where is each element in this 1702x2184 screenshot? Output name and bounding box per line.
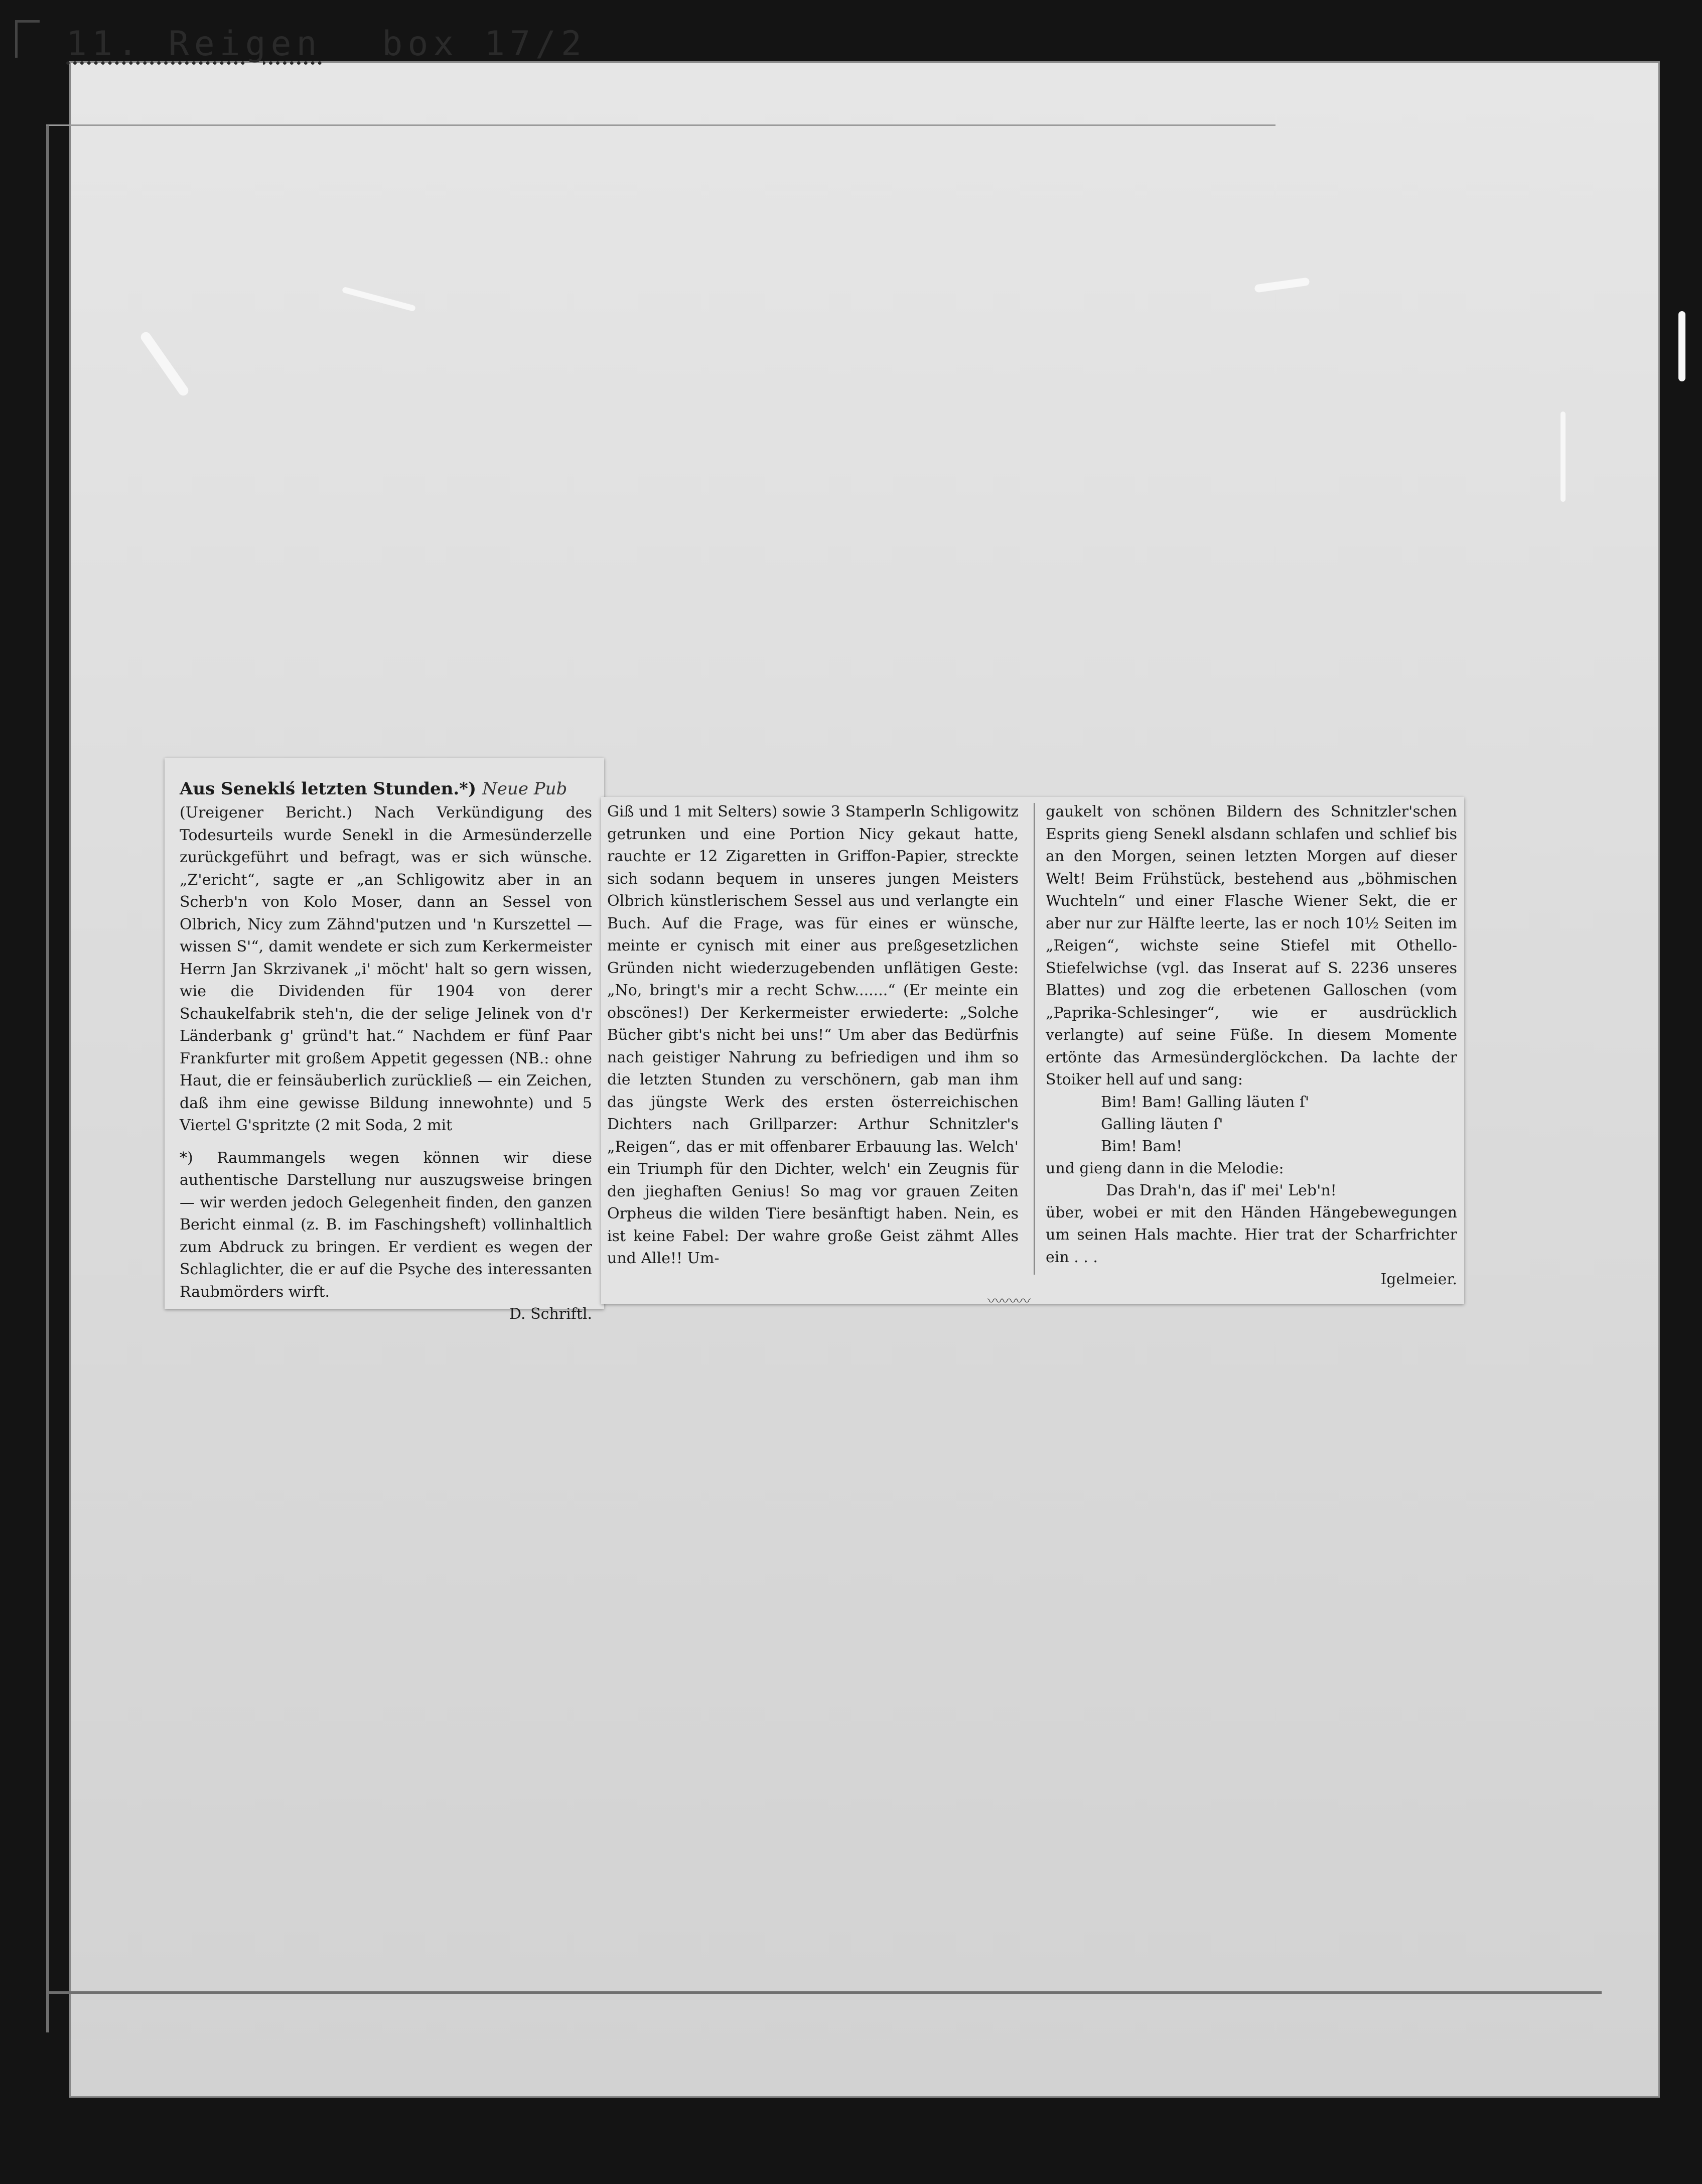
clipping-line: und gieng dann in die Melodie:	[1046, 1159, 1284, 1177]
verse-line: Galling läuten ſ'	[1101, 1115, 1223, 1133]
section-end-ornament: 〰〰〰	[987, 1293, 1030, 1310]
clipping-column-3	[1046, 801, 1457, 1291]
verse-line: Bim! Bam!	[1101, 1137, 1183, 1155]
clipping-paragraph: gaukelt von schönen Bildern des Schnitzler'schen Esprits gieng Senekl alsdann schlafen und schlief bis an den Morgen, seinen letzten Morgen auf dieser Welt! Beim Frühstück, bestehend aus „böhmischen Wuchteln“ und einer Flasche Wiener Sekt, die er aber nur zur Hälfte leerte, las er noch 10½ Seiten im „Reigen“, wichste seine Stiefel mit Othello-Stiefelwichse (vgl. das Inserat auf S. 2236 unseres Blattes) und zog die erbetenen Galloschen (vom „Paprika-Schlesinger“, wie er ausdrücklich verlangte) auf seine Füße. In diesem Momente ertönte das Armesünderglöckchen. Da lachte der Stoiker hell auf und sang:	[1046, 803, 1457, 1088]
frame-top-line	[46, 124, 1275, 126]
folder-label: 11. Reigen	[66, 24, 322, 64]
footnote-signature: D. Schriftl.	[509, 1305, 592, 1323]
scratch-mark	[1561, 412, 1566, 502]
scratch-mark	[1678, 311, 1685, 381]
frame-bottom-line	[46, 1991, 1602, 1994]
clipping-title: Aus Seneklś letzten Stunden.*) Neue Pub	[180, 779, 568, 799]
column-divider	[1034, 803, 1035, 1275]
newspaper-clipping-left	[165, 758, 604, 1323]
frame-left-line	[46, 125, 49, 2032]
author-signature: Igelmeier.	[1380, 1271, 1457, 1288]
folder-header	[66, 24, 587, 64]
corner-mark	[15, 20, 40, 58]
clipping-paragraph: (Ureigener Bericht.) Nach Verkündigung des Todesurteils wurde Senekl in die Armesünderzelle zurückgeführt und befragt, was er sich wünsche. „Z'ericht“, sagte er „an Schligowitz aber in an Scherb'n von Kolo Moser, dann an Sessel von Olbrich, Nicy zum Zähnd'putzen und 'n Kurszettel — wissen S'“, damit wendete er sich zum Kerkermeister Herrn Jan Skrzivanek „i' möcht' halt so gern wissen, wie die Dividenden für 1904 von derer Schaukelfabrik steh'n, die der selige Jelinek von d'r Länderbank g' gründ't hat.“ Nachdem er fünf Paar Frankfurter mit großem Appetit gegessen (NB.: ohne Haut, die er feinsäuberlich zurückließ — ein Zeichen, daß ihm eine gewisse Bildung innewohnte) und 5 Viertel G'spritzte (2 mit Soda, 2 mit	[180, 804, 592, 1134]
clipping-paragraph: Giß und 1 mit Selters) sowie 3 Stamperln Schligowitz getrunken und eine Portion Nicy gekaut hatte, rauchte er 12 Zigaretten in Griffon-Papier, streckte sich sodann bequem in unseres jungen Meisters Olbrich künstlerischem Sessel aus und verlangte ein Buch. Auf die Frage, was für eines er wünsche, meinte er cynisch mit einer aus preßgesetzlichen Gründen nicht wiederzugebenden unflätigen Geste: „No, bringt's mir a recht Schw.......“ (Er meinte ein obscönes!) Der Kerkermeister erwiederte: „Solche Bücher gibt's nicht bei uns!“ Um aber das Bedürfnis nach geistiger Nahrung zu befriedigen und ihm so die letzten Stunden zu verschönern, gab man ihm das jüngste Werk des ersten österreichischen Dichters nach Grillparzer: Arthur Schnitzler's „Reigen“, das er mit offenbarer Erbauung las. Welch' ein Triumph für den Dichter, welch' ein Zeugnis für den jieghaften Genius! So mag vor grauen Zeiten Orpheus die wilden Tiere besänftigt haben. Nein, es ist keine Fabel: Der wahre große Geist zähmt Alles und Alle!! Um-	[607, 803, 1019, 1267]
box-label: box 17/2	[382, 24, 587, 64]
clipping-footnote: *) Raummangels wegen können wir diese authentische Darstellung nur auszugsweise bringen — wir werden jedoch Gelegenheit finden, den ganzen Bericht einmal (z. B. im Faschingsheft) vollinhaltlich zum Abdruck zu bringen. Er verdient es wegen der Schlaglichter, die er auf die Psyche des interessanten Raubmörders wirft.	[180, 1149, 592, 1301]
clipping-column-2	[607, 801, 1019, 1270]
verse-line: Bim! Bam! Galling läuten ſ'	[1101, 1093, 1310, 1111]
clipping-paragraph: über, wobei er mit den Händen Hängebewegungen um seinen Hals machte. Hier trat der Scharfrichter ein . . .	[1046, 1203, 1457, 1266]
handwritten-note: Neue Pub	[482, 779, 568, 799]
newspaper-clipping-right	[601, 797, 1464, 1310]
verse-line: Das Drah'n, das iſ' mei' Leb'n!	[1106, 1181, 1337, 1199]
